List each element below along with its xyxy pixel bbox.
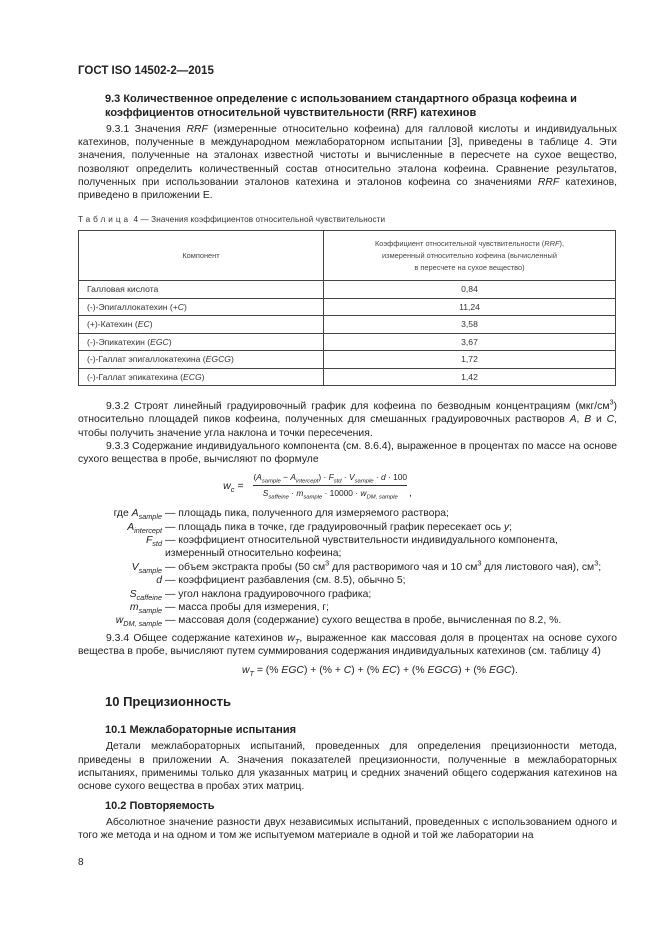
text-run: (измеренные относительно кофеина) для галловой кислоты и индивидуальных катехинов, полученные в международном межлабораторном испытании [3], приведены в таблице 4. Эти значения, полученные на эталонах известной чистоты и вычисленные в пересчете на сухое вещество, позволяют определить количественный состав относительно эталона кофеина. Сравнение результатов, полученных при использовании эталонов катехина и эталонов кофеина со значениями <box>78 124 617 188</box>
italic-symbol: S <box>262 488 269 499</box>
formula-wt <box>78 664 617 678</box>
italic-symbol: w <box>115 615 124 627</box>
italic-symbol: EC <box>137 319 150 330</box>
text-run: ) <box>230 354 234 365</box>
table-row <box>79 351 616 369</box>
definition-term <box>78 507 162 520</box>
definition-item <box>78 574 617 587</box>
definition-description <box>162 558 617 574</box>
definition-term <box>78 588 162 601</box>
text-run: ) · <box>318 472 329 483</box>
text-run: = (% <box>253 665 282 677</box>
text-run: катехинов, приведено в приложении Е. <box>78 176 617 202</box>
italic-symbol: EGCG <box>427 665 459 677</box>
italic-symbol: RRF <box>186 124 208 135</box>
paragraph-10-1 <box>78 740 617 793</box>
definition-description <box>162 521 617 534</box>
definition-description <box>162 601 617 614</box>
definition-description <box>162 588 617 601</box>
italic-symbol: m <box>129 602 139 614</box>
subscript: sample <box>354 478 374 485</box>
italic-symbol: w <box>360 488 367 499</box>
subscript: saffeine <box>268 494 289 501</box>
italic-symbol: V <box>131 561 139 573</box>
subscript: std <box>152 539 162 549</box>
text-run: ) <box>168 336 172 347</box>
table-caption <box>78 214 617 225</box>
italic-symbol: C <box>177 301 185 312</box>
italic-symbol: y <box>503 521 510 533</box>
italic-symbol: EC <box>382 665 397 677</box>
superscript: 3 <box>594 558 599 568</box>
component-cell <box>79 316 324 334</box>
text-run: ( <box>253 472 257 483</box>
definition-item <box>78 558 617 575</box>
text-run: ). <box>511 665 518 677</box>
rrf-value-cell: 0,84 <box>324 281 616 299</box>
table-caption-prefix: Таблица <box>78 215 132 225</box>
document-header: ГОСТ ISO 14502-2—2015 <box>78 65 214 77</box>
definition-description <box>162 534 617 561</box>
formula-wc <box>78 472 617 499</box>
definition-item <box>78 534 617 561</box>
paragraph-9-3-4 <box>78 632 617 658</box>
text-run: — площадь пика, полученного для измеряемого раствора; <box>165 508 449 520</box>
text-run: — масса пробы для измерения, г; <box>165 602 330 614</box>
text-run: · 10000 · <box>322 488 361 499</box>
paragraph-9-3-2 <box>78 397 617 440</box>
italic-symbol: A <box>569 414 577 426</box>
subscript: sample <box>138 512 162 522</box>
italic-symbol: w <box>223 479 231 492</box>
table-row <box>79 316 616 334</box>
italic-symbol: m <box>296 488 304 499</box>
component-cell <box>79 351 324 369</box>
paragraph-9-3-3 <box>78 440 617 466</box>
formula-numerator <box>253 472 407 486</box>
subscript: caffeine <box>136 592 162 602</box>
italic-symbol: EGCG <box>205 354 231 365</box>
italic-symbol: F <box>145 535 153 547</box>
definition-term <box>78 561 162 574</box>
page-number: 8 <box>78 856 84 868</box>
text-run: ) <box>149 319 153 330</box>
component-cell <box>79 298 324 316</box>
italic-symbol: w <box>287 632 295 644</box>
component-cell <box>79 333 324 351</box>
formula-denominator <box>253 486 407 499</box>
italic-symbol: B <box>584 414 592 426</box>
text-run: , чтобы получить значение угла наклона и точки пересечения. <box>78 414 617 439</box>
rrf-value-cell: 3,67 <box>324 333 616 351</box>
text-run: ) относительно площадей пиков кофеина, полученных для смешанных градуировочных растворов <box>78 401 617 426</box>
text-run: − <box>280 472 291 483</box>
text-run: в пересчете на сухое вещество) <box>414 262 525 272</box>
definition-term <box>78 574 162 587</box>
italic-symbol: A <box>290 472 296 483</box>
italic-symbol: d <box>156 575 162 587</box>
italic-symbol: A <box>256 472 262 483</box>
text-run: , выраженное как массовая доля в процентах на основе сухого вещества в пробе, вычисляют путем суммирования содержания индивидуальных катехинов (см. таблицу 4) <box>78 632 617 658</box>
text-run: ; <box>598 561 602 573</box>
italic-symbol: RRF <box>537 176 560 188</box>
italic-symbol: C <box>343 665 352 677</box>
definition-item <box>78 521 617 534</box>
text-run: (+)-Катехин ( <box>87 319 138 330</box>
text-run: · <box>288 488 297 499</box>
text-run: (-)-Эпикатехин ( <box>87 336 151 347</box>
text-run: ) <box>201 371 205 382</box>
column-header-component: Компонент <box>79 231 324 281</box>
subscript: sample <box>261 478 281 485</box>
rrf-value-cell: 1,42 <box>324 368 616 386</box>
formula-tail: , <box>409 488 412 500</box>
definition-term <box>78 534 162 561</box>
text-run: 9.3.1 Значения <box>106 124 187 135</box>
text-run: (-)-Галлат эпигаллокатехина ( <box>87 354 206 365</box>
text-run: 9.3.2 Строят линейный градуировочный график для кофеина по безводным концентрациям (мкг/см <box>106 401 610 413</box>
section-10-heading: 10 Прецизионность <box>105 694 232 710</box>
table-row <box>79 333 616 351</box>
section-10-2-heading: 10.2 Повторяемость <box>105 800 215 813</box>
subscript: T <box>294 636 300 646</box>
definition-term <box>78 601 162 614</box>
italic-symbol: EGC <box>489 665 512 677</box>
definition-item <box>78 601 617 614</box>
italic-symbol: A <box>127 521 135 533</box>
rrf-value-cell: 1,72 <box>324 351 616 369</box>
text-run: ; <box>509 521 513 533</box>
italic-symbol: EGC <box>281 665 304 677</box>
definition-description <box>162 574 617 587</box>
text-run: · 100 <box>385 472 408 483</box>
text-run: для листового чая), см <box>481 561 595 573</box>
table-caption-text: 4 — Значения коэффициентов относительной чувствительности <box>133 215 386 225</box>
section-9-3-heading: 9.3 Количественное определение с использованием стандартного образца кофеина и коэффициентов относительной чувствительности (RRF) катехинов <box>105 93 577 119</box>
rrf-value-cell: 3,58 <box>324 316 616 334</box>
superscript: 3 <box>477 558 482 568</box>
section-10-1-heading: 10.1 Межлабораторные испытания <box>105 724 296 737</box>
italic-symbol: ECG <box>183 371 202 382</box>
text-run: 9.3.3 Содержание индивидуального компонента (см. 8.6.4), выраженное в процентах по массе на основе сухого вещества в пробе, вычисляют по формуле <box>78 440 617 466</box>
definition-item <box>78 614 617 627</box>
superscript: 3 <box>325 558 330 568</box>
italic-symbol: w <box>242 665 250 677</box>
italic-symbol: V <box>349 472 355 483</box>
text-run: ) + (% + <box>303 665 344 677</box>
subscript: sample <box>138 565 162 575</box>
italic-symbol: C <box>606 414 615 426</box>
subscript: DM, sample <box>366 494 398 501</box>
italic-symbol: A <box>131 508 139 520</box>
text-run: Коэффициент относительной чувствительности ( <box>374 238 545 248</box>
subscript: sample <box>138 606 162 616</box>
subscript: T <box>249 669 254 679</box>
text-run: Галловая кислота <box>87 284 159 295</box>
text-run: 9.3.4 Общее содержание катехинов <box>106 632 288 644</box>
text-run: — коэффициент относительной чувствительности индивидуального компонента, измеренный относительно кофеина; <box>165 535 558 560</box>
subscript: DM, sample <box>123 619 162 629</box>
italic-symbol: S <box>129 588 137 600</box>
table-row <box>79 368 616 386</box>
text-run: ) + (% <box>458 665 490 677</box>
definition-term <box>78 521 162 534</box>
definition-item <box>78 588 617 601</box>
rrf-table <box>78 230 616 386</box>
subscript: sample <box>303 494 323 501</box>
formula-wc-fraction <box>253 472 407 499</box>
definition-item <box>78 507 617 520</box>
italic-symbol: F <box>328 472 334 483</box>
text-run: Детали межлабораторных испытаний, проведенных для определения прецизионности метода, приведены в приложении А. Значения показателей прецизионности, полученные в межлабораторных испытаниях, применимы только для указанных матриц и средних значений общего содержания катехинов на основе сухого вещества в пробах этих матриц. <box>78 741 617 792</box>
italic-symbol: d <box>380 472 386 483</box>
text-run: где <box>113 508 132 520</box>
text-run: измеренный относительно кофеина (вычисленный <box>382 250 557 260</box>
text-run: для растворимого чая и 10 см <box>329 561 478 573</box>
document-page <box>78 0 617 908</box>
subscript: c <box>230 484 235 494</box>
subscript: intercept <box>134 525 162 535</box>
definition-term <box>78 614 162 627</box>
text-run: = <box>234 479 244 492</box>
text-run: · <box>373 472 381 483</box>
text-run: · <box>341 472 350 483</box>
rrf-value-cell: 11,24 <box>324 298 616 316</box>
paragraph-9-3-1 <box>78 123 617 202</box>
subscript: intercept <box>295 478 319 485</box>
text-run: , <box>576 414 585 426</box>
italic-symbol: EGC <box>150 336 169 347</box>
definitions-list <box>78 507 617 628</box>
superscript: 3 <box>609 397 614 407</box>
text-run: — угол наклона градуировочного графика; <box>165 588 372 600</box>
text-run: и <box>591 414 607 426</box>
column-header-rrf <box>324 231 616 281</box>
paragraph-10-2 <box>78 816 617 842</box>
text-run: Абсолютное значение разности двух независимых испытаний, проведенных с использованием одного и того же метода и на одном и том же испытуемом материале в одной и той же лаборатории на <box>78 817 617 842</box>
formula-wc-lhs <box>223 480 243 492</box>
table-row <box>79 298 616 316</box>
text-run: — коэффициент разбавления (см. 8.5), обычно 5; <box>165 575 406 587</box>
text-run: — объем экстракта пробы (50 см <box>165 561 326 573</box>
component-cell <box>79 368 324 386</box>
component-cell <box>79 281 324 299</box>
italic-symbol: RRF <box>544 238 560 248</box>
text-run: ) + (% <box>351 665 383 677</box>
text-run: ) + (% <box>396 665 428 677</box>
table-row <box>79 281 616 299</box>
text-run: — площадь пика в точке, где градуировочный график пересекает ось <box>165 521 504 533</box>
text-run: ) <box>184 301 187 312</box>
definition-description <box>162 507 617 520</box>
definition-description <box>162 614 617 627</box>
subscript: std <box>333 478 342 485</box>
text-run: (-)-Эпигаллокатехин (+ <box>87 301 178 312</box>
text-run: (-)-Галлат эпикатехина ( <box>87 371 184 382</box>
text-run: — массовая доля (содержание) сухого вещества в пробе, вычисленная по 8.2, %. <box>165 615 562 627</box>
text-run: ), <box>559 238 564 248</box>
